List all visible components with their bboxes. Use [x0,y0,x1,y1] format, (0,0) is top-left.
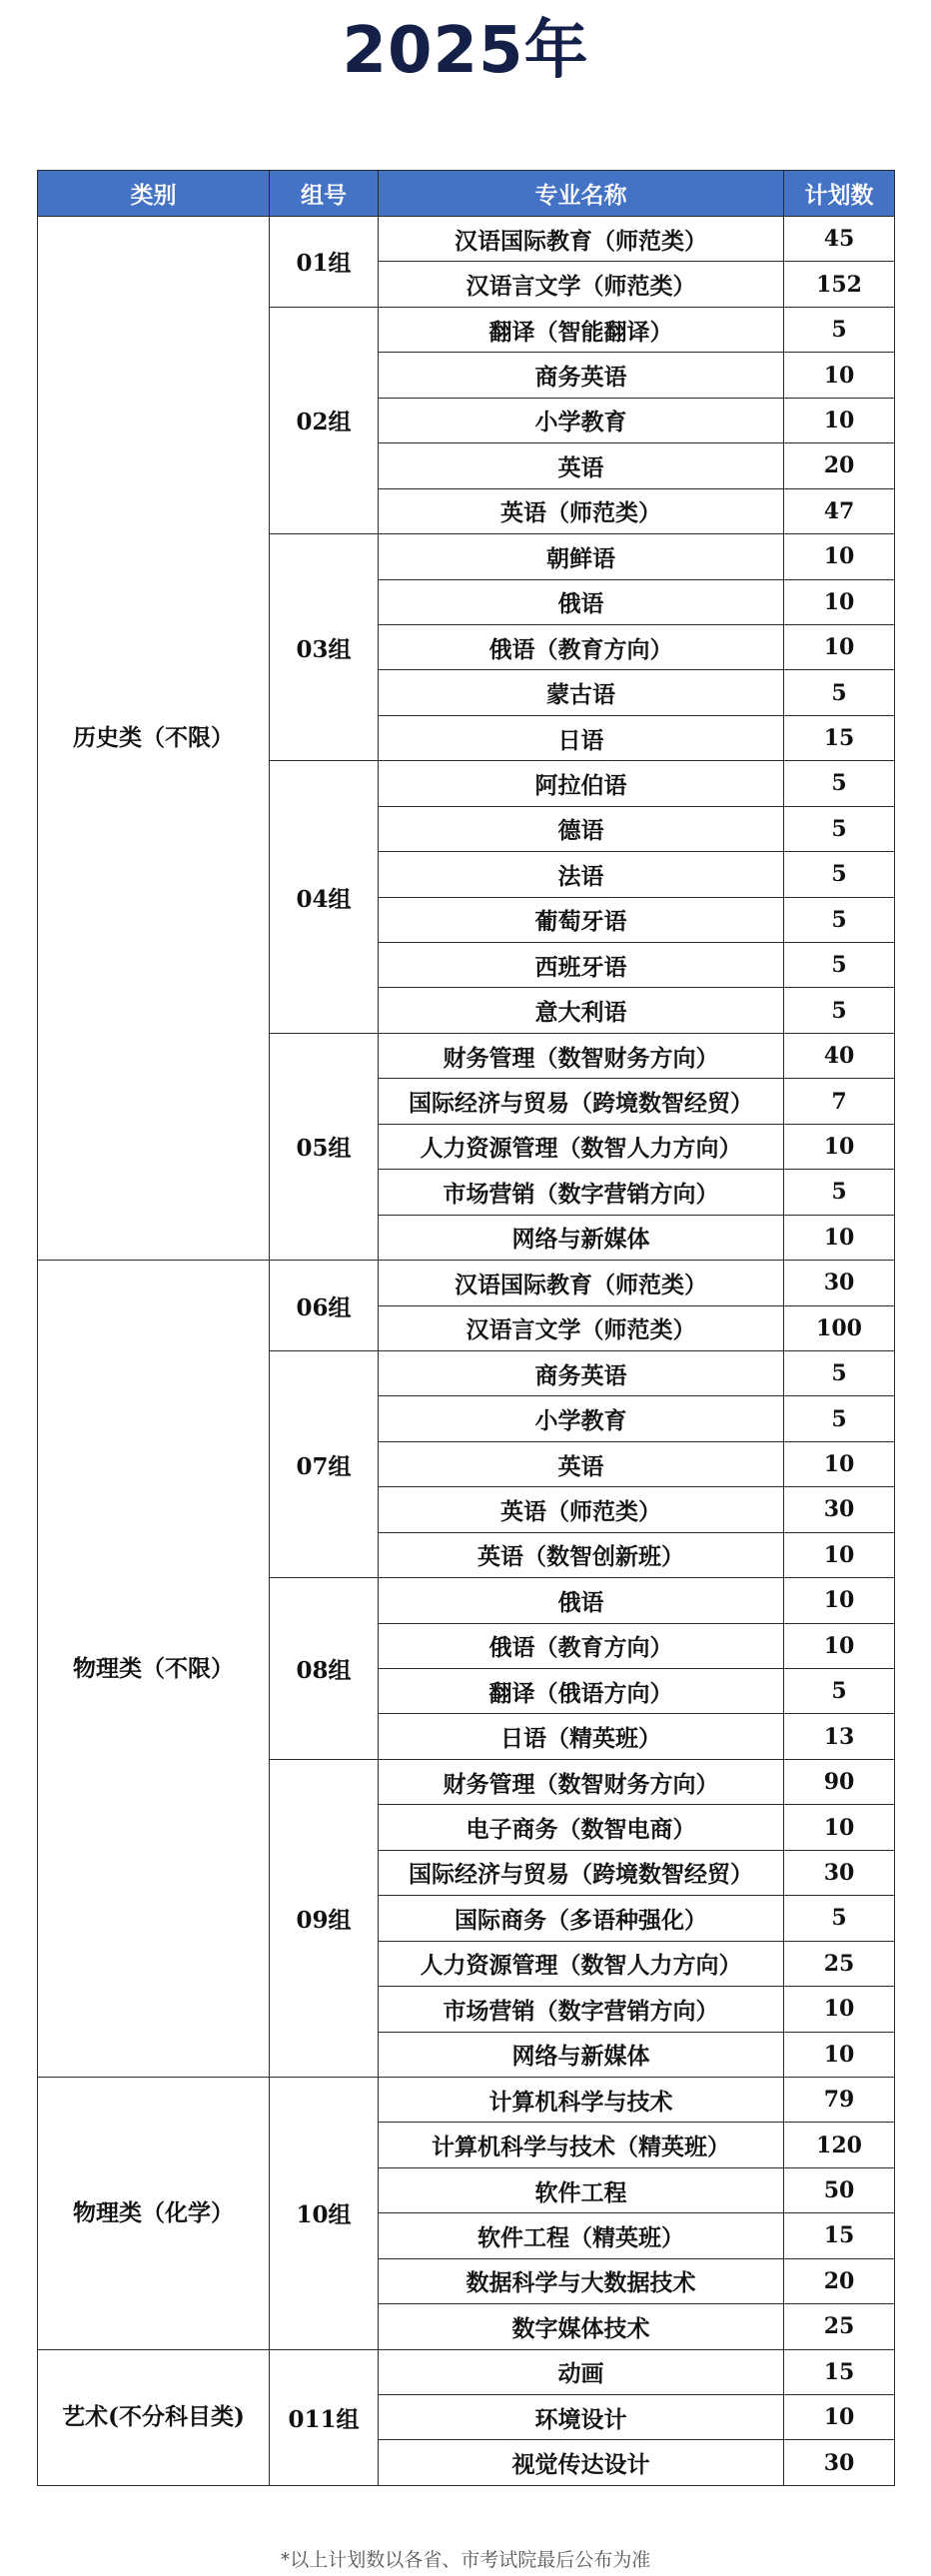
plan-count-cell: 40 [784,1033,895,1078]
plan-count-cell: 10 [784,1441,895,1486]
plan-count-cell: 5 [784,988,895,1033]
plan-count-cell: 10 [784,1805,895,1850]
plan-count-cell: 10 [784,624,895,669]
major-name-cell: 电子商务（数智电商） [379,1805,784,1850]
major-name-cell: 蒙古语 [379,670,784,715]
plan-count-cell: 15 [784,715,895,760]
major-name-cell: 日语（精英班） [379,1714,784,1759]
plan-count-cell: 13 [784,1714,895,1759]
major-name-cell: 财务管理（数智财务方向） [379,1033,784,1078]
major-name-cell: 德语 [379,806,784,851]
plan-count-cell: 25 [784,1941,895,1986]
plan-count-cell: 5 [784,1396,895,1441]
major-name-cell: 网络与新媒体 [379,2032,784,2077]
plan-count-cell: 10 [784,1532,895,1577]
plan-count-cell: 25 [784,2304,895,2349]
group-cell: 01组 [270,217,379,308]
group-cell: 05组 [270,1033,379,1260]
plan-count-cell: 100 [784,1305,895,1350]
header-major: 专业名称 [379,171,784,217]
major-name-cell: 葡萄牙语 [379,897,784,942]
major-name-cell: 英语 [379,443,784,488]
table-row [38,1261,895,1305]
plan-count-cell: 5 [784,1170,895,1215]
table-header-row [38,171,895,217]
major-name-cell: 财务管理（数智财务方向） [379,1759,784,1804]
major-name-cell: 英语（数智创新班） [379,1532,784,1577]
plan-count-cell: 50 [784,2167,895,2212]
plan-count-cell: 20 [784,2258,895,2303]
major-name-cell: 俄语（教育方向） [379,1623,784,1668]
major-name-cell: 俄语 [379,579,784,624]
plan-count-cell: 5 [784,897,895,942]
major-name-cell: 软件工程（精英班） [379,2213,784,2258]
major-name-cell: 意大利语 [379,988,784,1033]
header-count: 计划数 [784,171,895,217]
plan-count-cell: 7 [784,1079,895,1124]
table-row [38,2077,895,2122]
table-body [38,217,895,2486]
group-cell: 03组 [270,534,379,761]
major-name-cell: 汉语言文学（师范类） [379,262,784,307]
major-name-cell: 计算机科学与技术 [379,2077,784,2122]
plan-count-cell: 5 [784,1669,895,1714]
plan-count-cell: 15 [784,2213,895,2258]
major-name-cell: 西班牙语 [379,943,784,988]
plan-count-cell: 10 [784,1124,895,1169]
plan-count-cell: 5 [784,670,895,715]
major-name-cell: 英语 [379,1441,784,1486]
major-name-cell: 小学教育 [379,1396,784,1441]
major-name-cell: 人力资源管理（数智人力方向） [379,1941,784,1986]
major-name-cell: 翻译（俄语方向） [379,1669,784,1714]
plan-count-cell: 10 [784,2395,895,2440]
plan-count-cell: 10 [784,1623,895,1668]
major-name-cell: 阿拉伯语 [379,761,784,806]
plan-count-cell: 5 [784,1350,895,1395]
plan-count-cell: 10 [784,398,895,442]
major-name-cell: 英语（师范类） [379,488,784,533]
category-cell: 物理类（化学） [38,2077,270,2349]
group-cell: 09组 [270,1759,379,2077]
major-name-cell: 计算机科学与技术（精英班） [379,2123,784,2167]
group-cell: 04组 [270,761,379,1034]
plan-count-cell: 90 [784,1759,895,1804]
major-name-cell: 环境设计 [379,2395,784,2440]
major-name-cell: 商务英语 [379,353,784,398]
table-row [38,217,895,262]
major-name-cell: 朝鲜语 [379,534,784,579]
major-name-cell: 翻译（智能翻译） [379,307,784,352]
major-name-cell: 俄语 [379,1578,784,1623]
plan-count-cell: 47 [784,488,895,533]
plan-count-cell: 5 [784,806,895,851]
major-name-cell: 国际经济与贸易（跨境数智经贸） [379,1850,784,1895]
major-name-cell: 网络与新媒体 [379,1215,784,1260]
major-name-cell: 市场营销（数字营销方向） [379,1170,784,1215]
plan-count-cell: 5 [784,852,895,897]
plan-count-cell: 15 [784,2349,895,2394]
plan-count-cell: 10 [784,1987,895,2032]
plan-count-cell: 10 [784,534,895,579]
plan-count-cell: 5 [784,1896,895,1941]
plan-count-cell: 10 [784,2032,895,2077]
category-cell: 艺术(不分科目类) [38,2349,270,2485]
plan-count-cell: 5 [784,307,895,352]
major-name-cell: 汉语国际教育（师范类） [379,217,784,262]
enrollment-plan-table [37,170,895,2486]
group-cell: 08组 [270,1578,379,1760]
table-row [38,2349,895,2394]
major-name-cell: 动画 [379,2349,784,2394]
plan-count-cell: 79 [784,2077,895,2122]
group-cell: 06组 [270,1261,379,1351]
plan-count-cell: 45 [784,217,895,262]
group-cell: 10组 [270,2077,379,2349]
plan-count-cell: 10 [784,1578,895,1623]
plan-count-cell: 10 [784,353,895,398]
plan-count-cell: 30 [784,1487,895,1532]
plan-count-cell: 20 [784,443,895,488]
plan-count-cell: 30 [784,1261,895,1305]
plan-count-cell: 30 [784,2440,895,2485]
header-group: 组号 [270,171,379,217]
major-name-cell: 日语 [379,715,784,760]
major-name-cell: 软件工程 [379,2167,784,2212]
plan-count-cell: 10 [784,579,895,624]
category-cell: 历史类（不限） [38,217,270,1261]
group-cell: 011组 [270,2349,379,2485]
major-name-cell: 市场营销（数字营销方向） [379,1987,784,2032]
plan-count-cell: 152 [784,262,895,307]
plan-count-cell: 30 [784,1850,895,1895]
major-name-cell: 小学教育 [379,398,784,442]
group-cell: 02组 [270,307,379,533]
major-name-cell: 数据科学与大数据技术 [379,2258,784,2303]
plan-count-cell: 5 [784,761,895,806]
header-category: 类别 [38,171,270,217]
page-title: 2025年 [342,14,589,88]
major-name-cell: 数字媒体技术 [379,2304,784,2349]
major-name-cell: 汉语言文学（师范类） [379,1305,784,1350]
major-name-cell: 国际商务（多语种强化） [379,1896,784,1941]
major-name-cell: 国际经济与贸易（跨境数智经贸） [379,1079,784,1124]
major-name-cell: 俄语（教育方向） [379,624,784,669]
major-name-cell: 英语（师范类） [379,1487,784,1532]
group-cell: 07组 [270,1350,379,1577]
major-name-cell: 人力资源管理（数智人力方向） [379,1124,784,1169]
plan-count-cell: 120 [784,2123,895,2167]
plan-count-cell: 5 [784,943,895,988]
major-name-cell: 商务英语 [379,1350,784,1395]
footnote: *以上计划数以各省、市考试院最后公布为准 [280,2549,651,2571]
plan-count-cell: 10 [784,1215,895,1260]
category-cell: 物理类（不限） [38,1261,270,2078]
major-name-cell: 汉语国际教育（师范类） [379,1261,784,1305]
major-name-cell: 法语 [379,852,784,897]
major-name-cell: 视觉传达设计 [379,2440,784,2485]
